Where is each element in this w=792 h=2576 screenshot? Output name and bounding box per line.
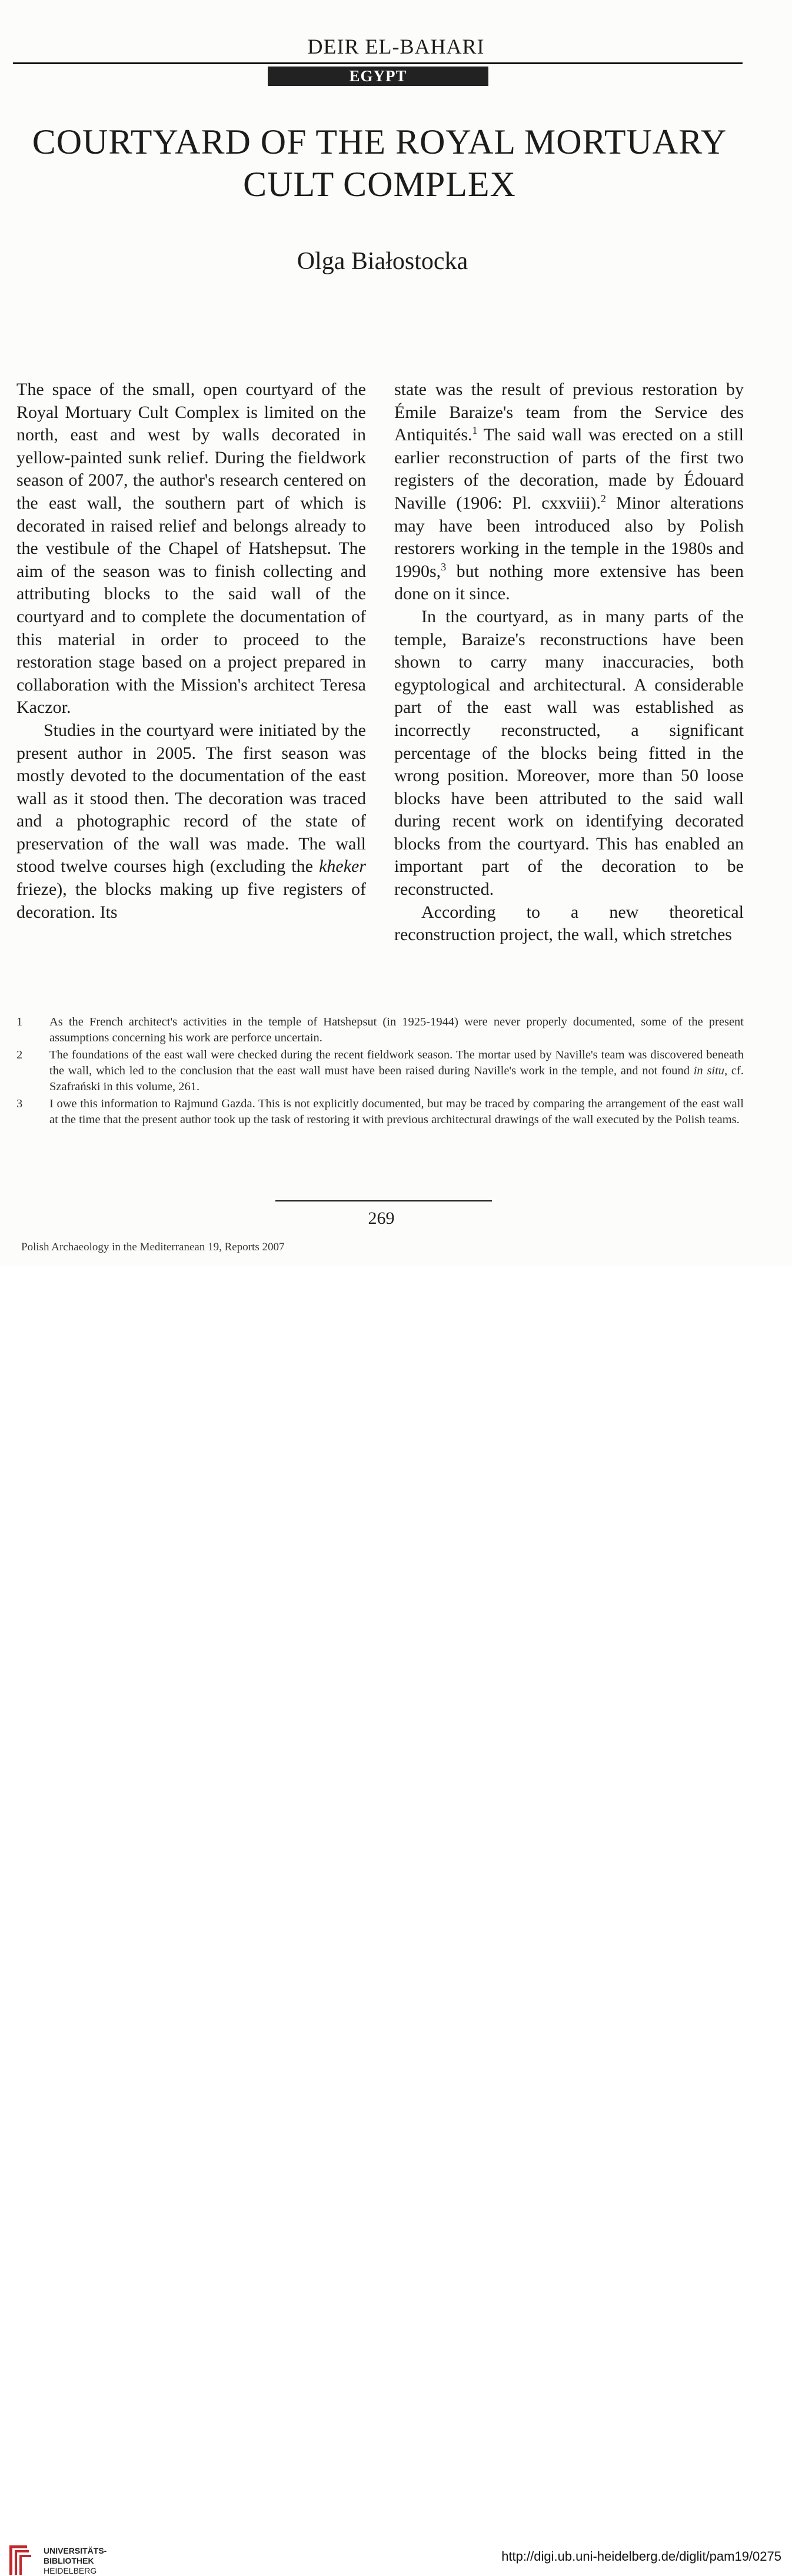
article-author: Olga Białostocka bbox=[297, 248, 468, 275]
library-name: UNIVERSITÄTS- BIBLIOTHEK HEIDELBERG bbox=[44, 2546, 107, 2575]
footnote: 2 The foundations of the east wall were checked during the recent fieldwork season. The mortar used by Naville's team was discovered beneath the wall, which led to the conclusion that the east wall must have been raised during Naville's work in the temple, and not found in situ, cf. Szafrański in this volume, 261. bbox=[16, 1048, 744, 1093]
body-column-left bbox=[16, 379, 366, 924]
footer-rule bbox=[275, 1200, 492, 1201]
document-page bbox=[0, 0, 792, 1266]
body-paragraph: The space of the small, open courtyard of the Royal Mortuary Cult Complex is limited on the north, east and west by walls decorated in yellow-painted sunk relief. During the fieldwork season of 2007, the author's research centered on the east wall, the southern part of which is decorated in raised relief and belongs already to the vestibule of the Chapel of Hatshepsut. The aim of the season was to finish collecting and attributing blocks to the said wall of the courtyard and to complete the documentation of this material in order to proceed to the restoration stage based on a project prepared in collaboration with the Mission's architect Teresa Kaczor. bbox=[16, 380, 366, 718]
body-paragraph: According to a new theoretical reconstruction project, the wall, which stretches bbox=[394, 902, 744, 945]
body-paragraph: state was the result of previous restoration by Émile Baraize's team from the Service des Antiquités.$^1$ The said wall was erected on a still earlier reconstruction of parts of the first two registers of the decoration, made by Édouard Naville (1906: Pl. cxxviii).$^2$ Minor alterations may have been introduced also by Polish restorers working in the temple in the 1980s and 1990s,$^3$ but nothing more extensive has been done on it since. bbox=[394, 380, 744, 604]
article-title: COURTYARD OF THE ROYAL MORTUARY CULT COMPLEX bbox=[32, 122, 727, 204]
running-head: DEIR EL-BAHARI bbox=[307, 35, 485, 58]
journal-citation: Polish Archaeology in the Mediterranean 19, Reports 2007 bbox=[21, 1241, 285, 1253]
footnote-number: 2 bbox=[16, 1048, 23, 1061]
library-footer-bar bbox=[0, 1266, 792, 2575]
library-logo-icon bbox=[8, 2542, 34, 2576]
page-number: 269 bbox=[368, 1209, 395, 1228]
body-column-right bbox=[394, 379, 744, 947]
footnotes bbox=[16, 1014, 744, 1129]
footnote-number: 1 bbox=[16, 1015, 23, 1028]
footnote-ref[interactable]: 1 bbox=[472, 424, 478, 437]
footnote-number: 3 bbox=[16, 1097, 23, 1110]
source-url-link[interactable]: http://digi.ub.uni-heidelberg.de/diglit/pam19/0275 bbox=[501, 2549, 781, 2564]
body-paragraph: Studies in the courtyard were initiated by the present author in 2005. The first season was mostly devoted to the documentation of the east wall as it stood then. The decoration was traced and a photographic record of the state of preservation of the wall was made. The wall stood twelve courses high (excluding the kheker frieze), the blocks making up five registers of decoration. Its bbox=[16, 720, 366, 922]
section-label: EGYPT bbox=[268, 67, 488, 86]
body-paragraph: In the courtyard, as in many parts of the temple, Baraize's reconstructions have been shown to carry many inaccuracies, both egyptological and architectural. A considerable part of the east wall was established as incorrectly reconstructed, a significant percentage of the blocks being fitted in the wrong position. Moreover, more than 50 loose blocks have been attributed to the said wall during recent work on identifying decorated blocks from the courtyard. This has enabled an important part of the decoration to be reconstructed. bbox=[394, 606, 744, 899]
footnote-ref[interactable]: 2 bbox=[601, 492, 607, 504]
header-rule bbox=[13, 62, 743, 64]
italic-term: kheker bbox=[319, 857, 366, 877]
footnote: 1 As the French architect's activities in the temple of Hatshepsut (in 1925-1944) were never properly documented, some of the present assumptions concerning his work are perforce uncertain. bbox=[16, 1015, 744, 1044]
footnote-ref[interactable]: 3 bbox=[441, 560, 447, 573]
footnote: 3 I owe this information to Rajmund Gazda. This is not explicitly documented, but may be traced by comparing the arrangement of the east wall at the time that the present author took up the task of restoring it with previous architectural drawings of the wall executed by the Polish teams. bbox=[16, 1097, 744, 1126]
